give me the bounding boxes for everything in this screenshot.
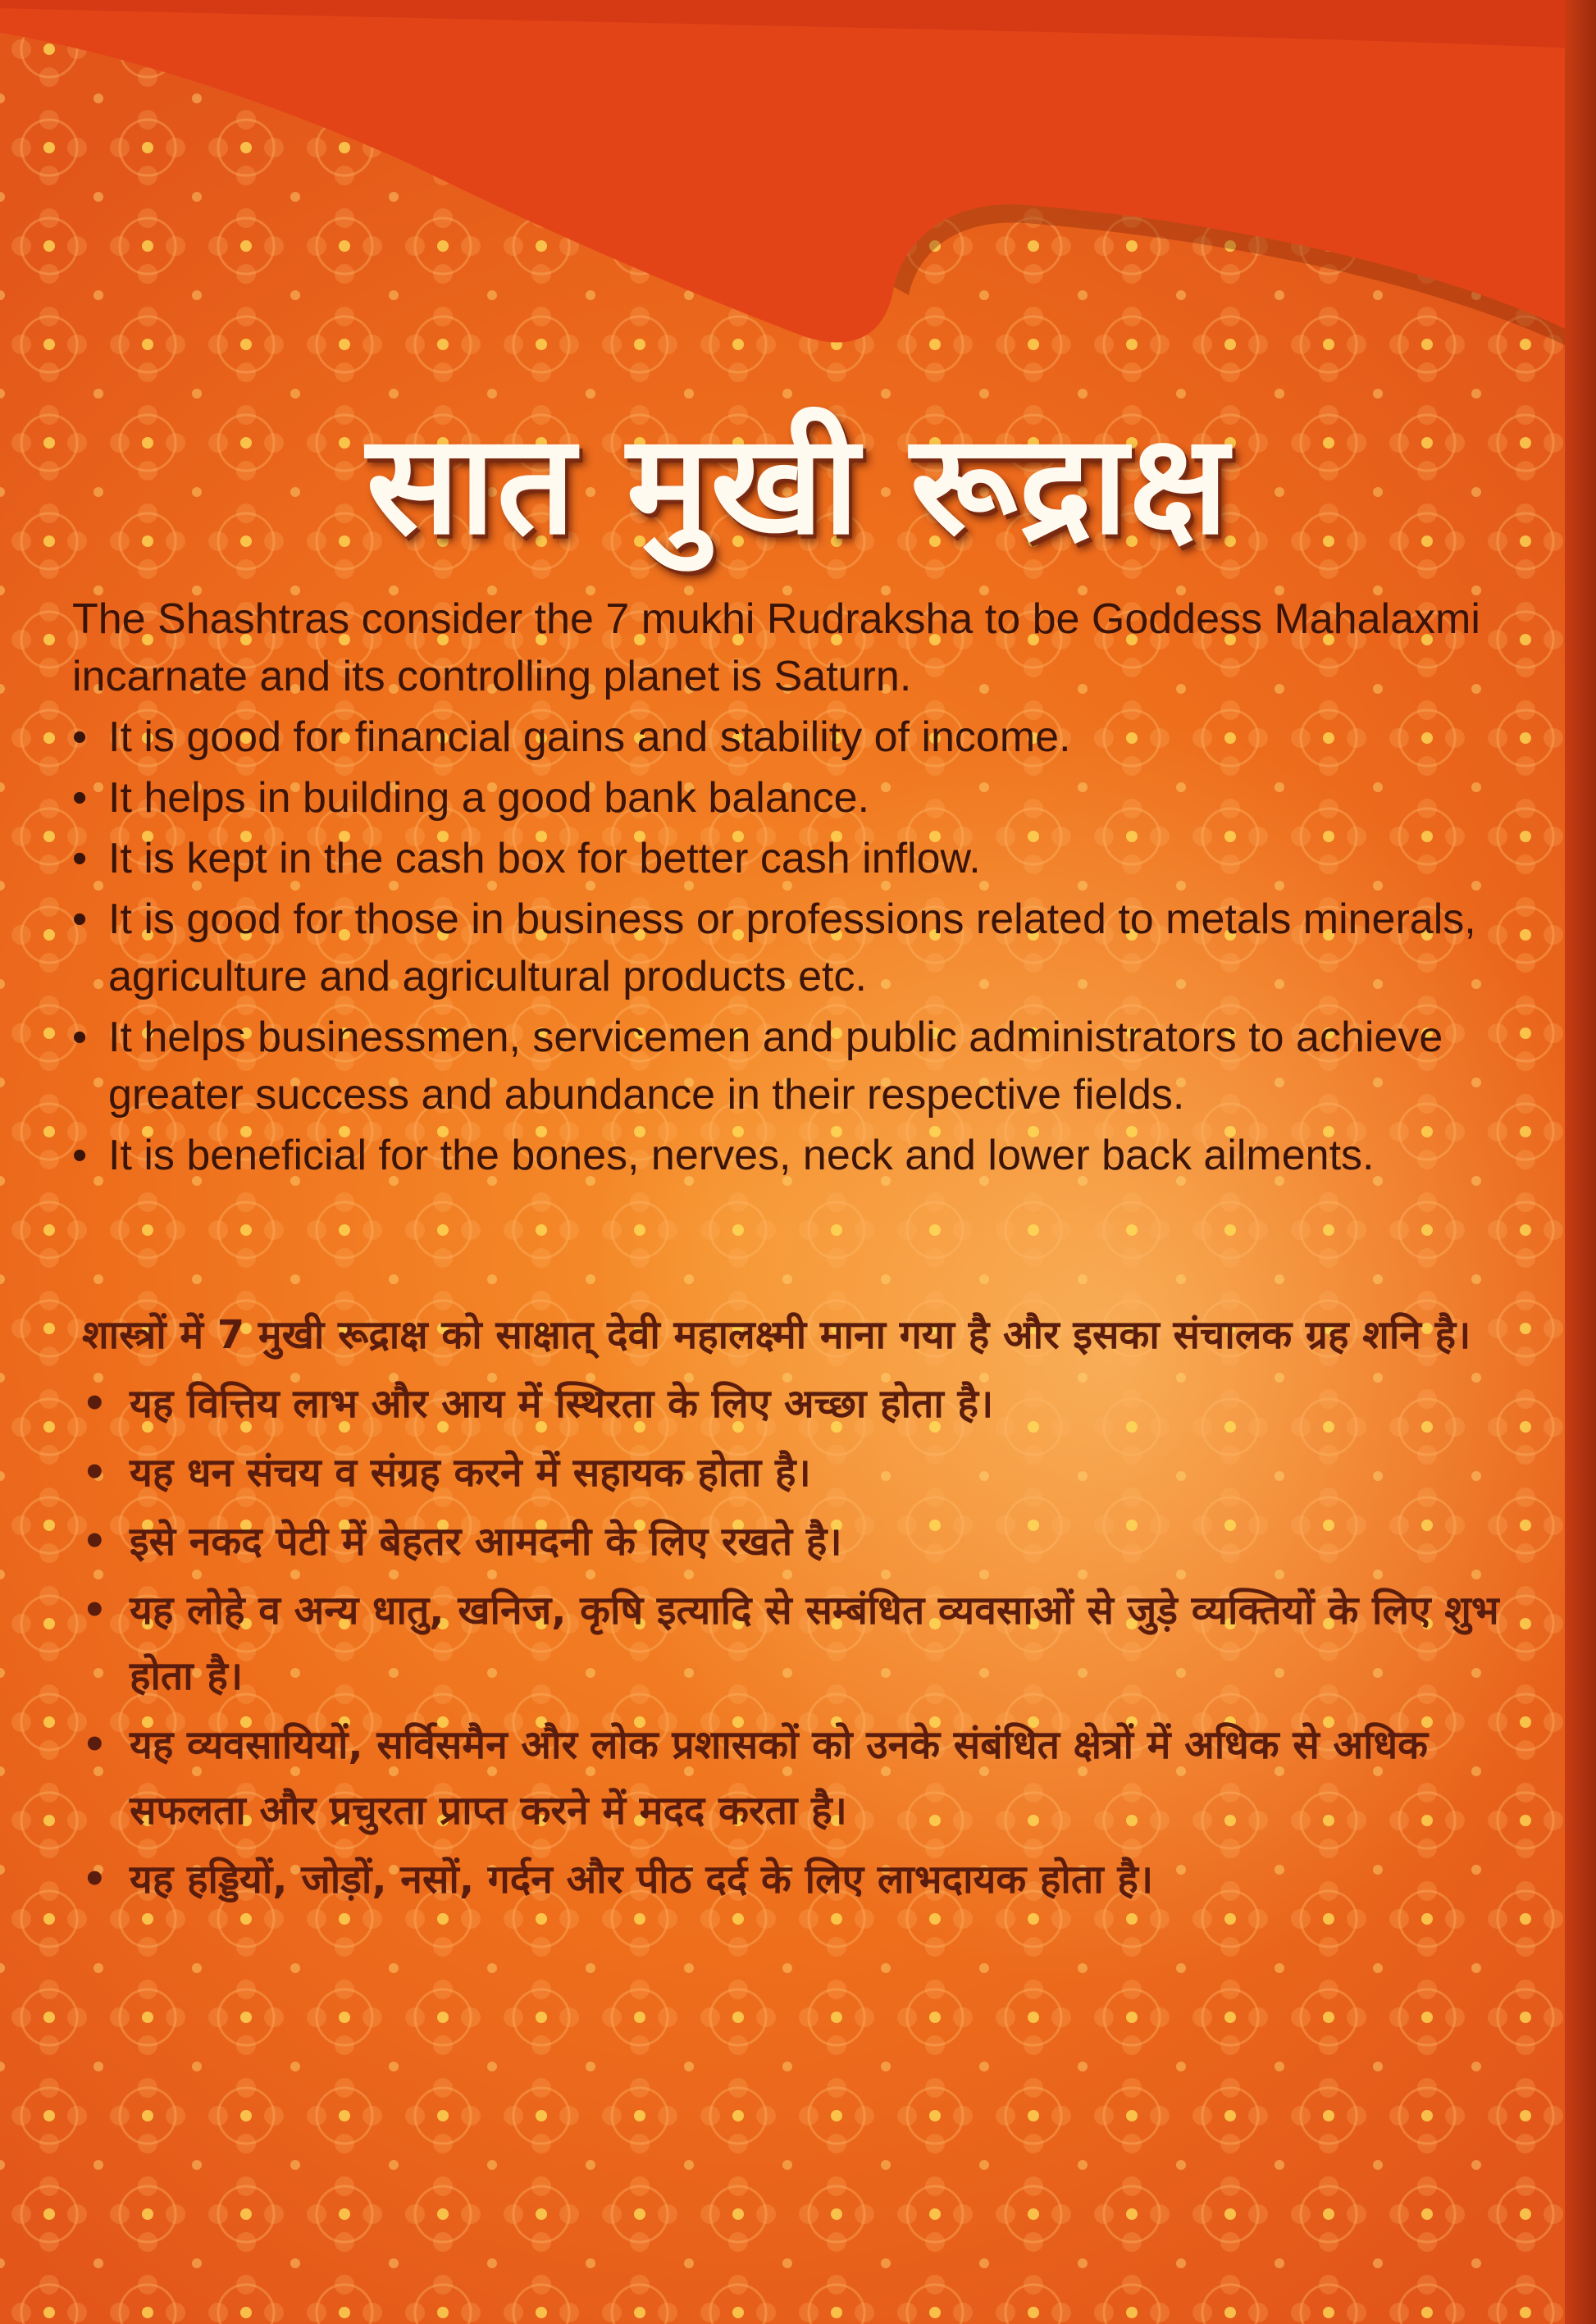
list-item: • It is good for those in business or professions related to metals minerals, agriculture and agricultural products etc. <box>72 891 1548 1005</box>
list-item: • It helps in building a good bank balance. <box>72 769 1548 827</box>
hindi-intro: शास्त्रों में 7 मुखी रूद्राक्ष को साक्षात् देवी महालक्ष्मी माना गया है और इसका संचालक ग्रह शनि है। <box>82 1312 1471 1358</box>
english-description <box>72 590 1548 1184</box>
list-item: • यह हड्डियों, जोड़ों, नसों, गर्दन और पीठ दर्द के लिए लाभदायक होता है। <box>82 1847 1525 1912</box>
product-title: सात मुखी रूद्राक्ष <box>366 403 1230 565</box>
list-item: • यह व्यवसायियों, सर्विसमैन और लोक प्रशासकों को उनके संबंधित क्षेत्रों में अधिक से अधिक सफलता और प्रचुरता प्राप्त करने में मदद करता है। <box>82 1712 1525 1843</box>
list-item: • It is kept in the cash box for better cash inflow. <box>72 830 1548 887</box>
list-item: • It is good for financial gains and stability of income. <box>72 709 1548 766</box>
list-item: • इसे नकद पेटी में बेहतर आमदनी के लिए रखते है। <box>82 1509 1525 1574</box>
hindi-description <box>82 1302 1525 1912</box>
list-item: • यह लोहे व अन्य धातु, खनिज, कृषि इत्यादि से सम्बंधित व्यवसाओं से जुड़े व्यक्तियों के लिए शुभ होता है। <box>82 1578 1525 1709</box>
list-item: • यह वित्तिय लाभ और आय में स्थिरता के लिए अच्छा होता है। <box>82 1371 1525 1437</box>
english-intro: The Shashtras consider the 7 mukhi Rudraksha to be Goddess Mahalaxmi incarnate and its controlling planet is Saturn. <box>72 595 1480 700</box>
list-item: • It is beneficial for the bones, nerves, neck and lower back ailments. <box>72 1127 1548 1184</box>
hindi-benefit-list <box>82 1371 1525 1912</box>
box-side-edge <box>1565 0 1596 2324</box>
english-benefit-list <box>72 709 1548 1184</box>
list-item: • It helps businessmen, servicemen and public administrators to achieve greater success and abundance in their respective fields. <box>72 1009 1548 1123</box>
list-item: • यह धन संचय व संग्रह करने में सहायक होता है। <box>82 1440 1525 1506</box>
